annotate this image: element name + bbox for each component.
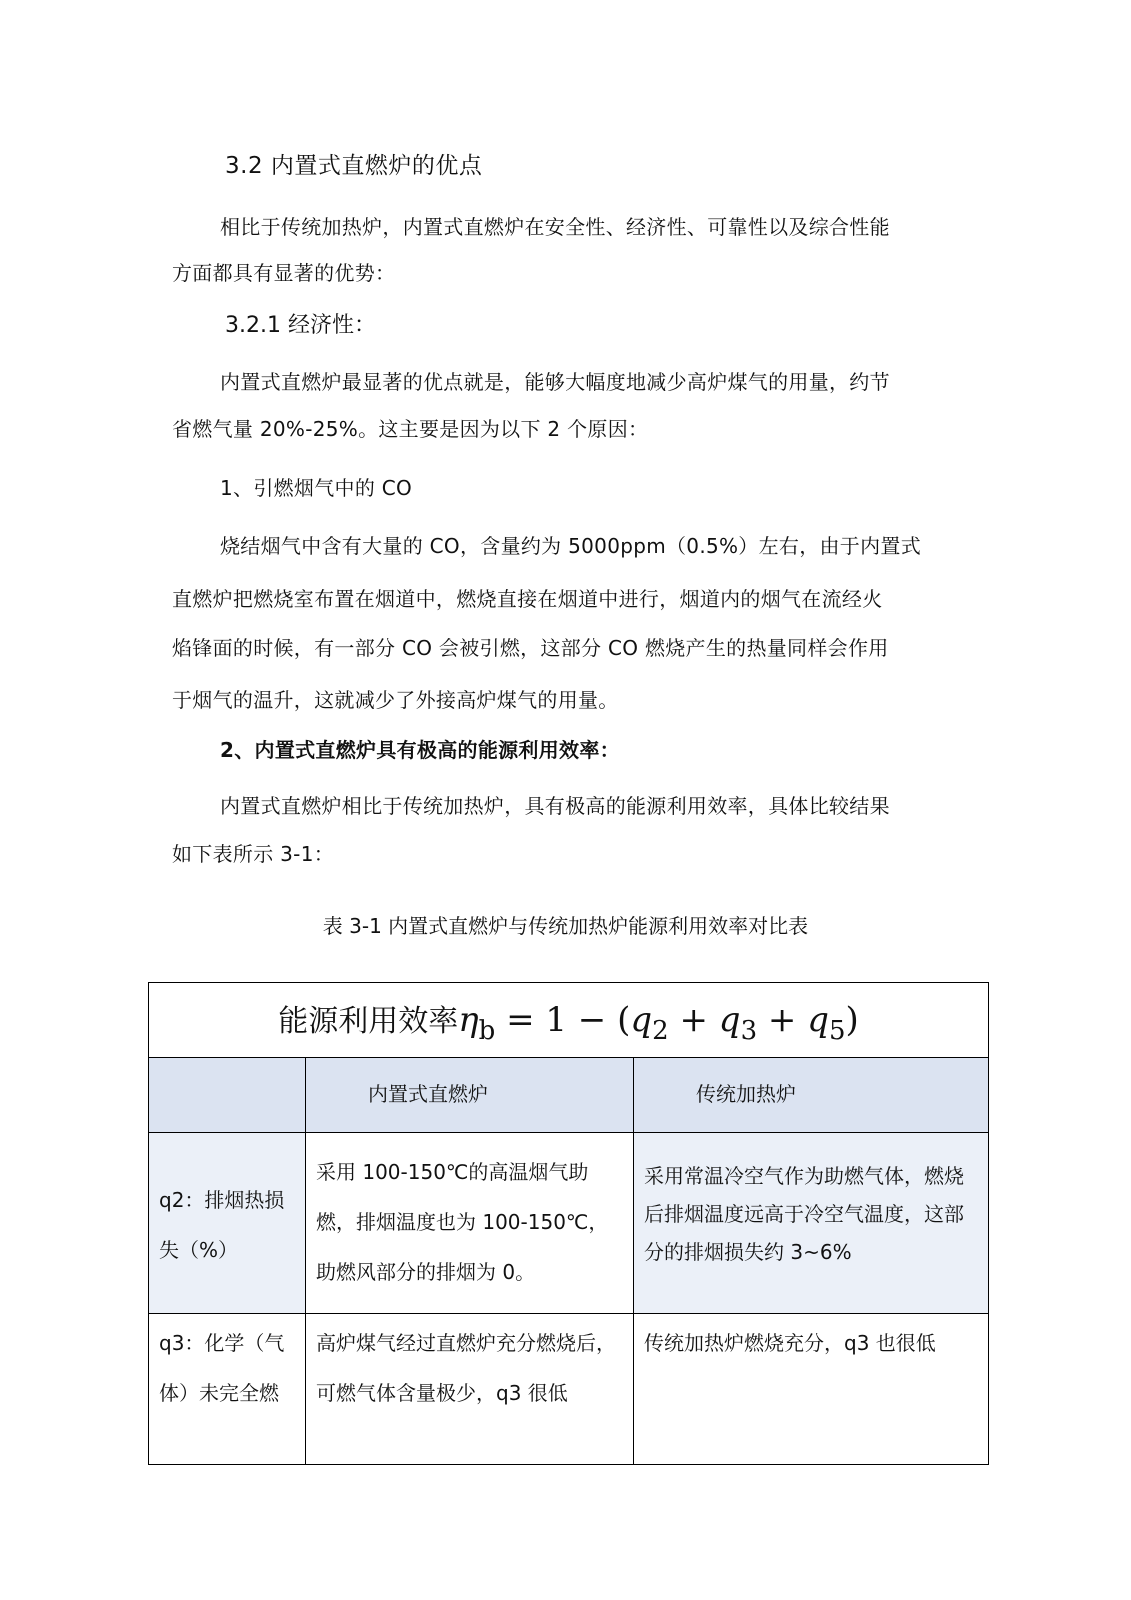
formula-q3: q bbox=[718, 1000, 741, 1040]
formula-q5: q bbox=[807, 1000, 829, 1040]
header-cell-builtin: 内置式直燃炉 bbox=[306, 1058, 634, 1133]
formula-sub-2: 2 bbox=[652, 1016, 669, 1046]
row-q2-builtin: 采用 100-150℃的高温烟气助燃，排烟温度也为 100-150℃，助燃风部分的排烟为 0。 bbox=[306, 1133, 634, 1314]
formula-row bbox=[149, 983, 989, 1058]
reason-2-paragraph-line: 内置式直燃炉相比于传统加热炉，具有极高的能源利用效率，具体比较结果 bbox=[220, 794, 890, 818]
economy-paragraph-line: 内置式直燃炉最显著的优点就是，能够大幅度地减少高炉煤气的用量，约节 bbox=[220, 370, 890, 394]
formula-sub-3: 3 bbox=[740, 1016, 758, 1046]
efficiency-formula bbox=[278, 996, 859, 1046]
reason-1-paragraph-line: 焰锋面的时候，有一部分 CO 会被引燃，这部分 CO 燃烧产生的热量同样会作用 bbox=[172, 636, 889, 660]
header-cell-empty bbox=[149, 1058, 306, 1133]
comparison-table bbox=[148, 982, 989, 1465]
reason-2-title: 2、内置式直燃炉具有极高的能源利用效率： bbox=[220, 738, 620, 762]
formula-label: 能源利用效率 bbox=[278, 1004, 459, 1039]
subsection-title: 3.2.1 经济性： bbox=[225, 313, 376, 338]
economy-paragraph-line: 省燃气量 20%-25%。这主要是因为以下 2 个原因： bbox=[172, 417, 649, 441]
reason-1-title: 1、引燃烟气中的 CO bbox=[220, 476, 413, 500]
formula-q2: q bbox=[630, 1000, 653, 1040]
reason-1-paragraph-line: 直燃炉把燃烧室布置在烟道中，燃烧直接在烟道中进行，烟道内的烟气在流经火 bbox=[172, 587, 883, 611]
section-title: 3.2 内置式直燃炉的优点 bbox=[225, 153, 483, 179]
row-q3-traditional: 传统加热炉燃烧充分，q3 也很低 bbox=[634, 1314, 989, 1465]
reason-1-paragraph-line: 烧结烟气中含有大量的 CO，含量约为 5000ppm（0.5%）左右，由于内置式 bbox=[220, 534, 922, 558]
table-row bbox=[149, 1133, 989, 1314]
reason-1-paragraph-line: 于烟气的温升，这就减少了外接高炉煤气的用量。 bbox=[172, 688, 619, 712]
formula-rhs-start: = 1 − ( bbox=[495, 1000, 631, 1040]
reason-2-paragraph-line: 如下表所示 3-1： bbox=[172, 842, 335, 866]
intro-paragraph-line: 方面都具有显著的优势： bbox=[172, 261, 396, 285]
formula-cell bbox=[149, 983, 989, 1058]
header-cell-traditional: 传统加热炉 bbox=[634, 1058, 989, 1133]
row-q3-builtin: 高炉煤气经过直燃炉充分燃烧后，可燃气体含量极少，q3 很低 bbox=[306, 1314, 634, 1465]
row-label-q2: q2：排烟热损失（%） bbox=[149, 1133, 306, 1314]
row-label-q3: q3：化学（气体）未完全燃 bbox=[149, 1314, 306, 1465]
formula-eta: η bbox=[458, 1000, 479, 1040]
table-caption: 表 3-1 内置式直燃炉与传统加热炉能源利用效率对比表 bbox=[322, 914, 809, 938]
table-row bbox=[149, 1314, 989, 1465]
row-q2-traditional: 采用常温冷空气作为助燃气体，燃烧后排烟温度远高于冷空气温度，这部分的排烟损失约 3~6% bbox=[634, 1133, 989, 1314]
table-header-row bbox=[149, 1058, 989, 1133]
formula-close: ) bbox=[845, 1000, 859, 1040]
formula-plus: + bbox=[668, 1000, 719, 1040]
formula-plus: + bbox=[757, 1000, 808, 1040]
intro-paragraph-line: 相比于传统加热炉，内置式直燃炉在安全性、经济性、可靠性以及综合性能 bbox=[220, 215, 890, 239]
formula-eta-sub: b bbox=[478, 1016, 496, 1046]
formula-sub-5: 5 bbox=[828, 1016, 846, 1046]
